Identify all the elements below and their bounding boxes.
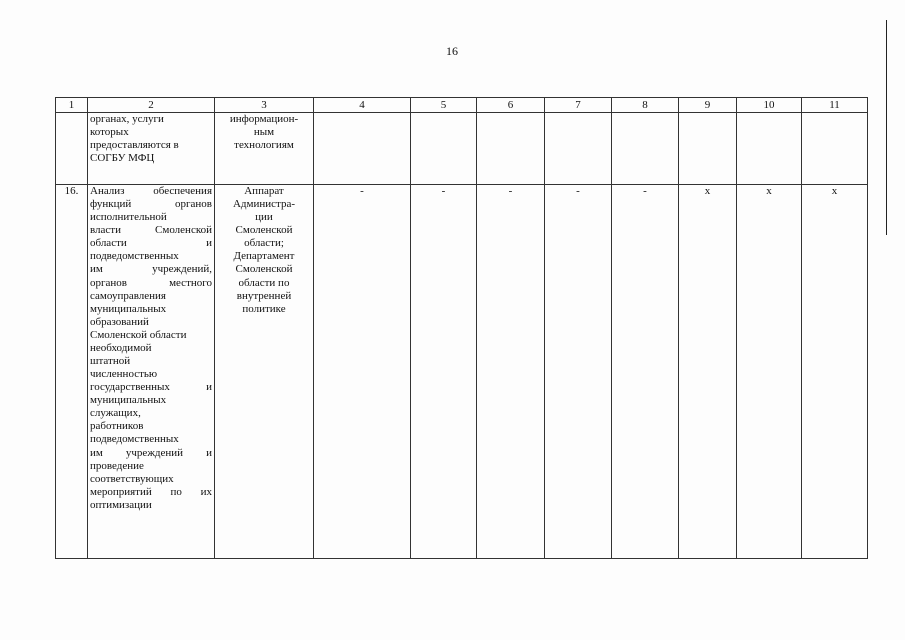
header-cell: 10 — [737, 98, 802, 113]
text-line: образований — [90, 315, 149, 328]
text-line: им учреждений, — [90, 263, 212, 276]
text-line: органов местного — [90, 276, 212, 289]
text-line: служащих, — [90, 407, 141, 420]
value-cell: - — [314, 185, 411, 559]
text-line: СОГБУ МФЦ — [90, 152, 155, 165]
executor-cell — [215, 113, 314, 185]
table-row-continued — [56, 113, 868, 185]
text-line: Смоленской — [235, 263, 293, 276]
text-line: Смоленской — [235, 224, 293, 237]
text-line: Анализ обеспечения — [90, 185, 212, 197]
text-line: подведомственных — [90, 433, 179, 446]
text-line: ным — [253, 126, 275, 139]
text-line: Смоленской области — [90, 328, 187, 341]
value-cell — [679, 113, 737, 185]
text-line: технологиям — [234, 139, 294, 152]
text-line: муниципальных — [90, 394, 167, 407]
text-line: функций органов — [90, 198, 212, 211]
text-line: самоуправления — [90, 289, 166, 302]
text-line: им учреждений и — [90, 446, 212, 459]
text-line: области по — [238, 276, 290, 289]
header-cell: 3 — [215, 98, 314, 113]
header-row — [56, 98, 868, 113]
text-line: Администра- — [232, 198, 296, 211]
header-cell: 1 — [56, 98, 88, 113]
text-line: мероприятий по их — [90, 485, 212, 498]
value-cell — [411, 113, 477, 185]
text-line: численностью — [90, 368, 158, 381]
value-cell: х — [802, 185, 868, 559]
header-cell: 9 — [679, 98, 737, 113]
text-line: исполнительной — [90, 211, 167, 224]
text-line: области; — [244, 237, 284, 250]
text-line: проведение — [90, 459, 144, 472]
text-line: внутренней — [236, 289, 292, 302]
text-line: соответствующих — [90, 472, 174, 485]
text-line: власти Смоленской — [90, 224, 212, 237]
header-cell: 2 — [88, 98, 215, 113]
value-cell: - — [411, 185, 477, 559]
value-cell — [477, 113, 545, 185]
text-line: оптимизации — [90, 498, 152, 511]
value-cell: х — [737, 185, 802, 559]
value-cell: - — [545, 185, 612, 559]
text-line: государственных и — [90, 381, 212, 394]
text-line: области и — [90, 237, 212, 250]
header-cell: 4 — [314, 98, 411, 113]
text-line: Аппарат — [244, 185, 284, 197]
text-line: Департамент — [233, 250, 295, 263]
value-cell: - — [612, 185, 679, 559]
value-cell — [545, 113, 612, 185]
text-line: подведомственных — [90, 250, 179, 263]
text-line: органах, услуги — [90, 113, 164, 125]
header-cell: 8 — [612, 98, 679, 113]
text-line: информацион- — [229, 113, 299, 125]
text-line: муниципальных — [90, 302, 167, 315]
text-line: штатной — [90, 355, 131, 368]
value-cell: х — [679, 185, 737, 559]
value-cell: - — [477, 185, 545, 559]
value-cell — [737, 113, 802, 185]
plan-table — [55, 97, 868, 559]
text-line: ции — [255, 211, 273, 224]
header-cell: 7 — [545, 98, 612, 113]
page-number: 16 — [446, 44, 458, 58]
text-line: политике — [242, 302, 286, 315]
text-line: необходимой — [90, 341, 152, 354]
value-cell — [612, 113, 679, 185]
measure-cell — [88, 185, 215, 559]
value-cell — [314, 113, 411, 185]
text-line: работников — [90, 420, 144, 433]
header-cell: 5 — [411, 98, 477, 113]
value-cell — [802, 113, 868, 185]
executor-cell — [215, 185, 314, 559]
text-line: которых — [90, 126, 129, 139]
measure-cell — [88, 113, 215, 185]
row-number-cell: 16. — [56, 185, 88, 559]
header-cell: 11 — [802, 98, 868, 113]
text-line: предоставляются в — [90, 139, 179, 152]
table-row-16 — [56, 185, 868, 559]
row-number-cell — [56, 113, 88, 185]
margin-line — [886, 20, 887, 235]
header-cell: 6 — [477, 98, 545, 113]
